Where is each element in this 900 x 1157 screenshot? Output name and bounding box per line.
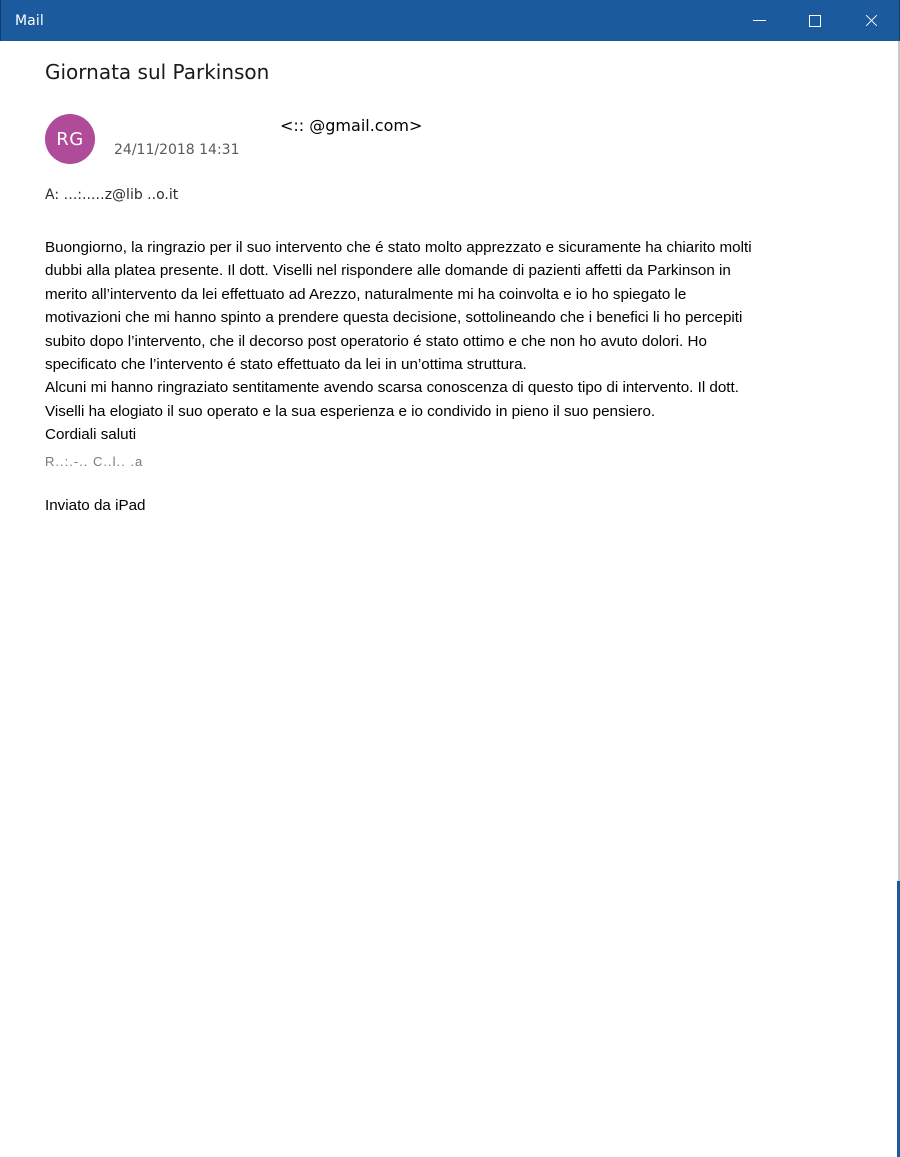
minimize-button[interactable] [731,0,787,41]
sender-address[interactable]: <:: @gmail.com> [280,116,423,135]
minimize-icon [753,20,766,21]
message-body [45,236,845,470]
maximize-button[interactable] [787,0,843,41]
sent-from-footer: Inviato da iPad [45,497,146,514]
recipient-line[interactable]: A: ‥.:...‥z@lib ..o.it [45,187,179,203]
body-line: Alcuni mi hanno ringraziato sentitamente avendo scarsa conoscenza di questo tipo di intervento. Il dott. [45,379,739,397]
message-subject: Giornata sul Parkinson [45,60,270,84]
avatar-initials: RG [56,128,84,150]
body-line: motivazioni che mi hanno spinto a prendere questa decisione, sottolineando che i benefici li ho percepiti [45,309,743,327]
message-date: 24/11/2018 14:31 [114,142,240,158]
window-controls [731,0,899,41]
body-line: Buongiorno, la ringrazio per il suo intervento che é stato molto apprezzato e sicuramente ha chiarito molti [45,239,752,256]
app-title: Mail [15,13,44,29]
title-bar[interactable] [0,0,900,41]
body-line: Viselli ha elogiato il suo operato e la sua esperienza e io condivido in pieno il suo pensiero. [45,402,656,420]
body-line: specificato che l’intervento é stato effettuato da lei in un’ottima struttura. [45,356,527,374]
body-line: dubbi alla platea presente. Il dott. Viselli nel rispondere alle domande di pazienti affetti da Parkinson in [45,262,731,280]
body-line: Cordiali saluti [45,426,137,444]
sender-avatar [45,114,95,164]
signature-name: R..:.-.. C..l.. .a [45,453,144,469]
body-line: merito all’intervento da lei effettuato ad Arezzo, naturalmente mi ha coinvolta e io ho spiegato le [45,285,687,303]
maximize-icon [809,15,821,27]
body-line: subito dopo l’intervento, che il decorso post operatorio é stato ottimo e che non ho avuto dolori. Ho [45,332,707,350]
close-button[interactable] [843,0,899,41]
close-icon [865,14,878,27]
